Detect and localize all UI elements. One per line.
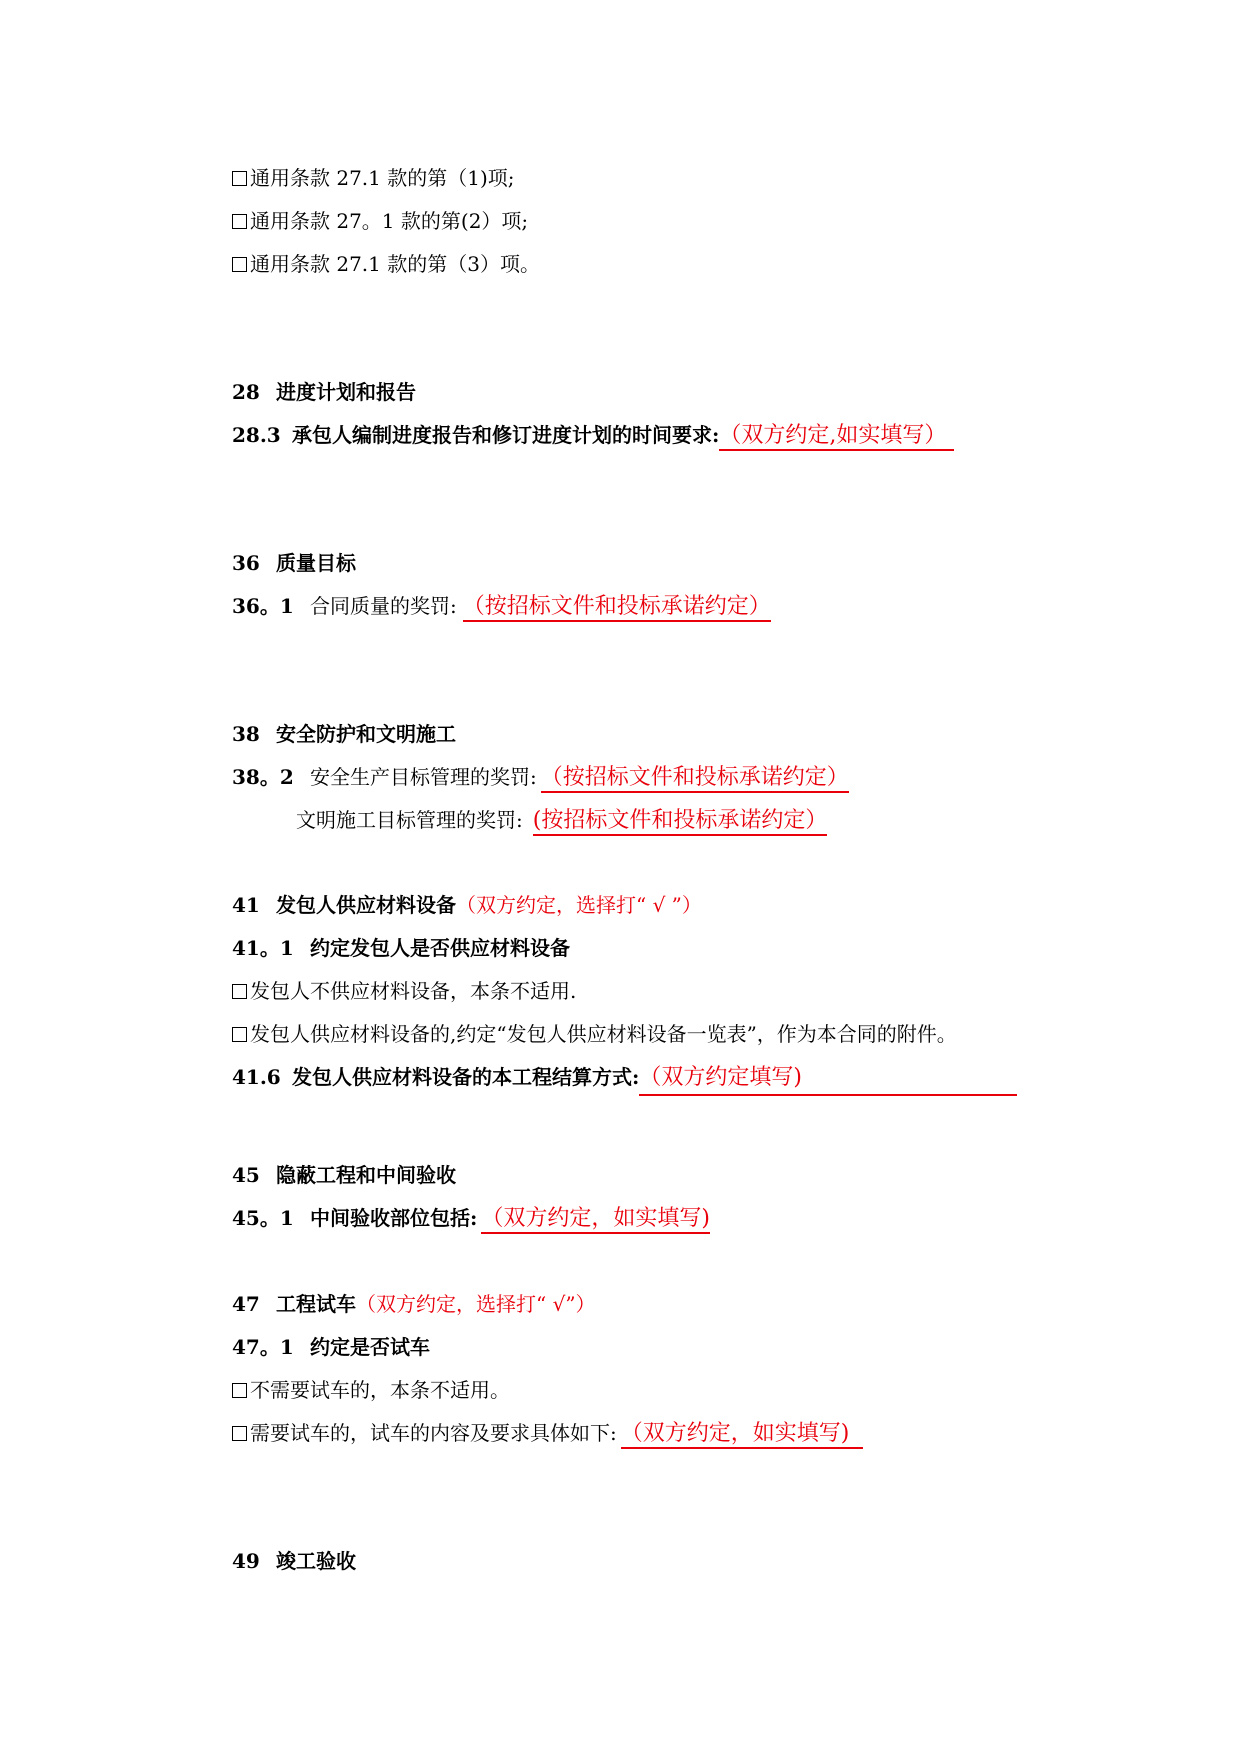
clause-36-1: 36。1 合同质量的奖罚: （按招标文件和投标承诺约定） xyxy=(232,591,771,622)
fill-field[interactable]: （按招标文件和投标承诺约定） xyxy=(541,765,849,793)
clause-38-2-line2: 文明施工目标管理的奖罚: (按招标文件和投标承诺约定） xyxy=(296,805,827,836)
clause-45-1: 45。1 中间验收部位包括: （双方约定，如实填写) xyxy=(232,1203,710,1234)
option-27-1[interactable]: 通用条款 27.1 款的第（1)项; xyxy=(232,163,515,193)
checkbox-icon[interactable] xyxy=(232,1027,247,1042)
option-47-test[interactable]: 需要试车的，试车的内容及要求具体如下: （双方约定，如实填写) xyxy=(232,1418,863,1449)
fill-field[interactable]: （双方约定,如实填写） xyxy=(719,423,954,451)
option-41-supply[interactable]: 发包人供应材料设备的,约定“发包人供应材料设备一览表”，作为本合同的附件。 xyxy=(232,1019,957,1049)
clause-47-1: 47。1 约定是否试车 xyxy=(232,1335,430,1359)
section-28-heading: 28 进度计划和报告 xyxy=(232,380,416,404)
section-49-heading: 49 竣工验收 xyxy=(232,1549,356,1573)
fill-field[interactable]: （双方约定，如实填写) xyxy=(481,1206,710,1234)
clause-38-2: 38。2 安全生产目标管理的奖罚: （按招标文件和投标承诺约定） xyxy=(232,762,849,793)
option-27-2[interactable]: 通用条款 27。1 款的第(2）项; xyxy=(232,206,528,236)
fill-field[interactable]: （双方约定，如实填写) xyxy=(621,1421,864,1449)
option-27-3[interactable]: 通用条款 27.1 款的第（3）项。 xyxy=(232,249,540,279)
clause-41-1: 41。1 约定发包人是否供应材料设备 xyxy=(232,936,570,960)
clause-28-3: 28.3 承包人编制进度报告和修订进度计划的时间要求:（双方约定,如实填写） xyxy=(232,420,954,451)
section-41-heading: 41 发包人供应材料设备（双方约定，选择打“ √ ”） xyxy=(232,893,702,917)
fill-field[interactable]: （按招标文件和投标承诺约定） xyxy=(463,594,771,622)
checkbox-icon[interactable] xyxy=(232,171,247,186)
checkbox-icon[interactable] xyxy=(232,214,247,229)
section-38-heading: 38 安全防护和文明施工 xyxy=(232,722,456,746)
clause-41-6: 41.6 发包人供应材料设备的本工程结算方式:（双方约定填写) xyxy=(232,1062,1017,1096)
option-41-no-supply[interactable]: 发包人不供应材料设备，本条不适用. xyxy=(232,976,576,1006)
section-47-heading: 47 工程试车（双方约定，选择打“ √”） xyxy=(232,1292,596,1316)
checkbox-icon[interactable] xyxy=(232,1383,247,1398)
fill-field[interactable]: （双方约定填写) xyxy=(639,1063,1017,1096)
option-47-no-test[interactable]: 不需要试车的，本条不适用。 xyxy=(232,1375,510,1405)
fill-field[interactable]: (按招标文件和投标承诺约定） xyxy=(533,808,828,836)
checkbox-icon[interactable] xyxy=(232,984,247,999)
hint-text: （双方约定，选择打“ √ ”） xyxy=(456,893,702,917)
section-36-heading: 36 质量目标 xyxy=(232,551,356,575)
section-45-heading: 45 隐蔽工程和中间验收 xyxy=(232,1163,456,1187)
checkbox-icon[interactable] xyxy=(232,257,247,272)
hint-text: （双方约定，选择打“ √”） xyxy=(356,1292,596,1316)
checkbox-icon[interactable] xyxy=(232,1426,247,1441)
